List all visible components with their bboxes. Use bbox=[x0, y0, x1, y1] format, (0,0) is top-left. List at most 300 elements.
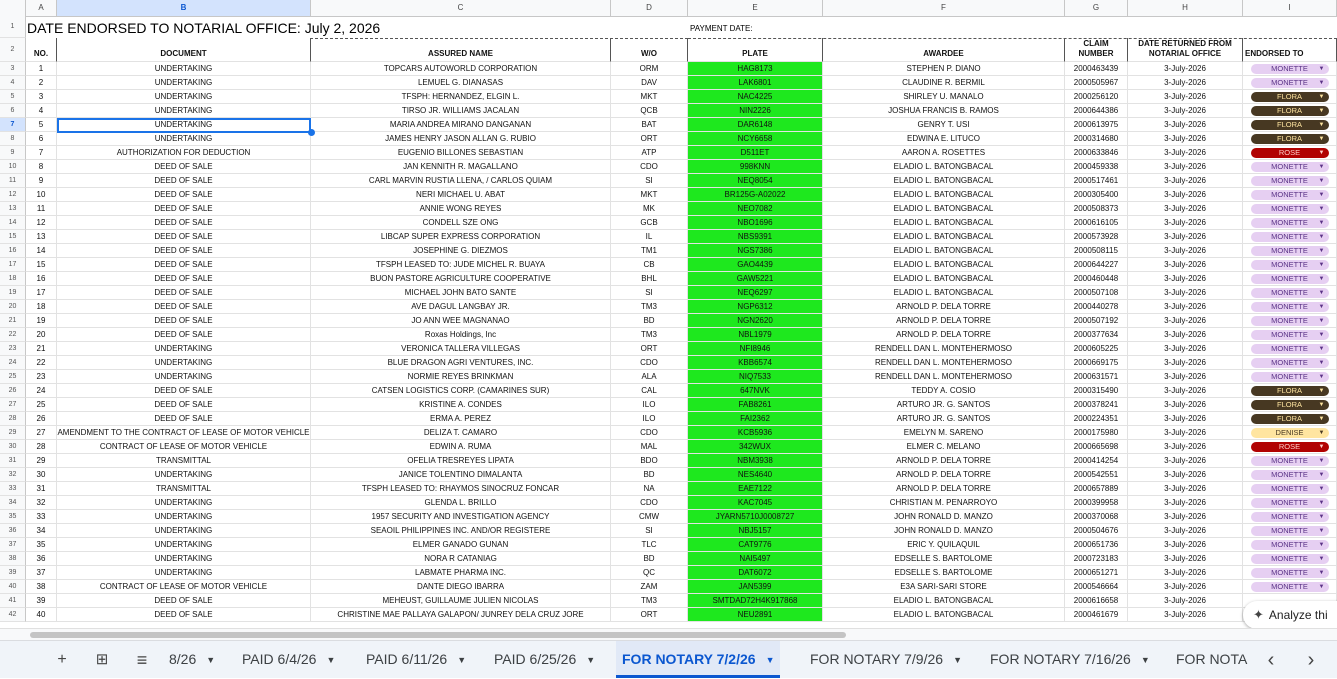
cell-date-returned[interactable]: 3-July-2026 bbox=[1128, 552, 1243, 566]
row-header[interactable]: 33 bbox=[0, 482, 26, 496]
column-header-g[interactable]: G bbox=[1065, 0, 1128, 16]
cell-claim-number[interactable]: 2000613975 bbox=[1065, 118, 1128, 132]
cell-claim-number[interactable]: 2000459338 bbox=[1065, 160, 1128, 174]
cell-date-returned[interactable]: 3-July-2026 bbox=[1128, 524, 1243, 538]
cell-wo[interactable]: CB bbox=[611, 258, 688, 272]
endorsed-to-dropdown-chip[interactable] bbox=[1251, 120, 1329, 130]
cell-claim-number[interactable]: 2000657889 bbox=[1065, 482, 1128, 496]
cell-claim-number[interactable]: 2000573928 bbox=[1065, 230, 1128, 244]
cell-date-returned[interactable]: 3-July-2026 bbox=[1128, 566, 1243, 580]
endorsed-to-dropdown-chip[interactable] bbox=[1251, 400, 1329, 410]
cell-plate[interactable]: NBS9391 bbox=[688, 230, 823, 244]
cell-no[interactable]: 6 bbox=[26, 132, 57, 146]
cell-awardee[interactable]: ELADIO L. BATONGBACAL bbox=[823, 160, 1065, 174]
cell-endorsed-to[interactable] bbox=[1243, 524, 1337, 538]
cell-claim-number[interactable]: 2000414254 bbox=[1065, 454, 1128, 468]
cell-plate[interactable]: NAC4225 bbox=[688, 90, 823, 104]
endorsed-to-dropdown-chip[interactable] bbox=[1251, 512, 1329, 522]
row-header[interactable]: 2 bbox=[0, 38, 26, 62]
cell-endorsed-to[interactable] bbox=[1243, 342, 1337, 356]
cell-assured-name[interactable]: LIBCAP SUPER EXPRESS CORPORATION bbox=[311, 230, 611, 244]
column-header-i[interactable]: I bbox=[1243, 0, 1337, 16]
cell-document[interactable]: UNDERTAKING bbox=[57, 370, 311, 384]
cell-no[interactable]: 20 bbox=[26, 328, 57, 342]
cell-document[interactable]: UNDERTAKING bbox=[57, 510, 311, 524]
cell-no[interactable]: 18 bbox=[26, 300, 57, 314]
cell-no[interactable]: 24 bbox=[26, 384, 57, 398]
cell-claim-number[interactable]: 2000224351 bbox=[1065, 412, 1128, 426]
cell-awardee[interactable]: ARNOLD P. DELA TORRE bbox=[823, 482, 1065, 496]
cell-plate[interactable]: NAI5497 bbox=[688, 552, 823, 566]
cell-awardee[interactable]: STEPHEN P. DIANO bbox=[823, 62, 1065, 76]
cell-date-returned[interactable]: 3-July-2026 bbox=[1128, 510, 1243, 524]
cell-no[interactable]: 8 bbox=[26, 160, 57, 174]
endorsed-to-dropdown-chip[interactable] bbox=[1251, 372, 1329, 382]
cell-endorsed-to[interactable] bbox=[1243, 258, 1337, 272]
cell-claim-number[interactable]: 2000508115 bbox=[1065, 244, 1128, 258]
cell-endorsed-to[interactable] bbox=[1243, 440, 1337, 454]
cell-date-returned[interactable]: 3-July-2026 bbox=[1128, 440, 1243, 454]
cell-wo[interactable]: TM3 bbox=[611, 328, 688, 342]
tab-dropdown-icon[interactable]: ▼ bbox=[765, 655, 775, 665]
cell-claim-number[interactable]: 2000644227 bbox=[1065, 258, 1128, 272]
cell-date-returned[interactable]: 3-July-2026 bbox=[1128, 258, 1243, 272]
cell-date-returned[interactable]: 3-July-2026 bbox=[1128, 370, 1243, 384]
endorsed-to-dropdown-chip[interactable] bbox=[1251, 134, 1329, 144]
cell-document[interactable]: UNDERTAKING bbox=[57, 552, 311, 566]
cell-date-returned[interactable]: 3-July-2026 bbox=[1128, 468, 1243, 482]
cell-document[interactable]: UNDERTAKING bbox=[57, 62, 311, 76]
cell-endorsed-to[interactable] bbox=[1243, 356, 1337, 370]
endorsed-to-dropdown-chip[interactable] bbox=[1251, 106, 1329, 116]
row-header[interactable]: 6 bbox=[0, 104, 26, 118]
tab-dropdown-icon[interactable]: ▼ bbox=[206, 655, 216, 665]
cell-awardee[interactable]: ELADIO L. BATONGBACAL bbox=[823, 174, 1065, 188]
cell-plate[interactable]: D511ET bbox=[688, 146, 823, 160]
cell-endorsed-to[interactable] bbox=[1243, 90, 1337, 104]
cell-claim-number[interactable]: 2000644386 bbox=[1065, 104, 1128, 118]
cell-date-returned[interactable]: 3-July-2026 bbox=[1128, 356, 1243, 370]
endorsed-to-dropdown-chip[interactable] bbox=[1251, 330, 1329, 340]
cell-document[interactable]: UNDERTAKING bbox=[57, 496, 311, 510]
cell-wo[interactable]: TLC bbox=[611, 538, 688, 552]
cell-document[interactable]: UNDERTAKING bbox=[57, 566, 311, 580]
endorsed-to-dropdown-chip[interactable] bbox=[1251, 316, 1329, 326]
cell-document[interactable]: UNDERTAKING bbox=[57, 342, 311, 356]
cell-endorsed-to[interactable] bbox=[1243, 286, 1337, 300]
endorsed-to-dropdown-chip[interactable] bbox=[1251, 428, 1329, 438]
cell-endorsed-to[interactable] bbox=[1243, 412, 1337, 426]
cell-claim-number[interactable]: 2000605225 bbox=[1065, 342, 1128, 356]
cell-assured-name[interactable]: AVE DAGUL LANGBAY JR. bbox=[311, 300, 611, 314]
cell-plate[interactable]: NBO1696 bbox=[688, 216, 823, 230]
cell-document[interactable]: DEED OF SALE bbox=[57, 594, 311, 608]
cell-awardee[interactable]: CLAUDINE R. BERMIL bbox=[823, 76, 1065, 90]
cell-no[interactable]: 10 bbox=[26, 188, 57, 202]
row-header[interactable]: 24 bbox=[0, 356, 26, 370]
cell-awardee[interactable]: ARTURO JR. G. SANTOS bbox=[823, 398, 1065, 412]
cell-no[interactable]: 7 bbox=[26, 146, 57, 160]
cell-document[interactable]: AMENDMENT TO THE CONTRACT OF LEASE OF MOTOR VEHICLE bbox=[57, 426, 311, 440]
cell-wo[interactable]: CDO bbox=[611, 356, 688, 370]
cell-wo[interactable]: CDO bbox=[611, 426, 688, 440]
row-header[interactable]: 25 bbox=[0, 370, 26, 384]
row-header[interactable]: 38 bbox=[0, 552, 26, 566]
cell-no[interactable]: 12 bbox=[26, 216, 57, 230]
cell-awardee[interactable]: EMELYN M. SARENO bbox=[823, 426, 1065, 440]
cell-plate[interactable]: NGS7386 bbox=[688, 244, 823, 258]
endorsed-to-dropdown-chip[interactable] bbox=[1251, 526, 1329, 536]
cell-awardee[interactable]: E3A SARI-SARI STORE bbox=[823, 580, 1065, 594]
cell-wo[interactable]: CDO bbox=[611, 496, 688, 510]
cell-date-returned[interactable]: 3-July-2026 bbox=[1128, 188, 1243, 202]
cell-date-returned[interactable]: 3-July-2026 bbox=[1128, 412, 1243, 426]
cell-date-returned[interactable]: 3-July-2026 bbox=[1128, 384, 1243, 398]
cell-assured-name[interactable]: TIRSO JR. WILLIAMS JACALAN bbox=[311, 104, 611, 118]
header-cell-no[interactable] bbox=[26, 38, 57, 62]
cell-claim-number[interactable]: 2000665698 bbox=[1065, 440, 1128, 454]
cell-assured-name[interactable]: TOPCARS AUTOWORLD CORPORATION bbox=[311, 62, 611, 76]
cell-date-returned[interactable]: 3-July-2026 bbox=[1128, 454, 1243, 468]
cell-wo[interactable]: ORM bbox=[611, 62, 688, 76]
cell-awardee[interactable]: ARNOLD P. DELA TORRE bbox=[823, 314, 1065, 328]
row-header[interactable]: 18 bbox=[0, 272, 26, 286]
cell-wo[interactable]: IL bbox=[611, 230, 688, 244]
cell-wo[interactable]: MAL bbox=[611, 440, 688, 454]
cell-no[interactable]: 22 bbox=[26, 356, 57, 370]
cell-assured-name[interactable]: EDWIN A. RUMA bbox=[311, 440, 611, 454]
endorsed-to-dropdown-chip[interactable] bbox=[1251, 498, 1329, 508]
scroll-tabs-right-button[interactable]: › bbox=[1307, 649, 1315, 671]
cell-wo[interactable]: BD bbox=[611, 468, 688, 482]
cell-wo[interactable]: ALA bbox=[611, 370, 688, 384]
cell-assured-name[interactable]: MEHEUST, GUILLAUME JULIEN NICOLAS bbox=[311, 594, 611, 608]
endorsed-to-dropdown-chip[interactable] bbox=[1251, 386, 1329, 396]
row-header[interactable]: 10 bbox=[0, 160, 26, 174]
cell-claim-number[interactable]: 2000616658 bbox=[1065, 594, 1128, 608]
cell-wo[interactable]: DAV bbox=[611, 76, 688, 90]
cell-endorsed-to[interactable] bbox=[1243, 482, 1337, 496]
sheet-tab[interactable] bbox=[1170, 641, 1253, 678]
cell-claim-number[interactable]: 2000723183 bbox=[1065, 552, 1128, 566]
cell-date-returned[interactable]: 3-July-2026 bbox=[1128, 146, 1243, 160]
cell-assured-name[interactable]: NERI MICHAEL U. ABAT bbox=[311, 188, 611, 202]
row-header[interactable]: 7 bbox=[0, 118, 26, 132]
cell-claim-number[interactable]: 2000377634 bbox=[1065, 328, 1128, 342]
cell-claim-number[interactable]: 2000460448 bbox=[1065, 272, 1128, 286]
cell-no[interactable]: 16 bbox=[26, 272, 57, 286]
cell-plate[interactable]: GAW5221 bbox=[688, 272, 823, 286]
cell-endorsed-to[interactable] bbox=[1243, 216, 1337, 230]
cell-awardee[interactable]: ELMER C. MELANO bbox=[823, 440, 1065, 454]
cell-date-returned[interactable]: 3-July-2026 bbox=[1128, 202, 1243, 216]
cell-assured-name[interactable]: JANICE TOLENTINO DIMALANTA bbox=[311, 468, 611, 482]
cell-no[interactable]: 19 bbox=[26, 314, 57, 328]
cell-wo[interactable]: QCB bbox=[611, 104, 688, 118]
cell-awardee[interactable]: ELADIO L. BATONGBACAL bbox=[823, 286, 1065, 300]
cell-date-returned[interactable]: 3-July-2026 bbox=[1128, 426, 1243, 440]
tab-dropdown-icon[interactable]: ▼ bbox=[1140, 655, 1150, 665]
cell-no[interactable]: 29 bbox=[26, 454, 57, 468]
cell-awardee[interactable]: RENDELL DAN L. MONTEHERMOSO bbox=[823, 370, 1065, 384]
cell-plate[interactable]: NGP6312 bbox=[688, 300, 823, 314]
cell-plate[interactable]: JYARN5710J0008727 bbox=[688, 510, 823, 524]
cell-no[interactable]: 25 bbox=[26, 398, 57, 412]
endorsed-to-dropdown-chip[interactable] bbox=[1251, 442, 1329, 452]
cell-endorsed-to[interactable] bbox=[1243, 230, 1337, 244]
cell-plate[interactable]: NFI8946 bbox=[688, 342, 823, 356]
cell-document[interactable]: DEED OF SALE bbox=[57, 258, 311, 272]
cell-plate[interactable]: LAK6801 bbox=[688, 76, 823, 90]
cell-no[interactable]: 40 bbox=[26, 608, 57, 622]
cell-no[interactable]: 17 bbox=[26, 286, 57, 300]
endorsed-to-dropdown-chip[interactable] bbox=[1251, 554, 1329, 564]
cell-plate[interactable]: NEO7082 bbox=[688, 202, 823, 216]
cell-no[interactable]: 2 bbox=[26, 76, 57, 90]
scroll-tabs-left-button[interactable]: ‹ bbox=[1267, 649, 1275, 671]
row-header[interactable]: 29 bbox=[0, 426, 26, 440]
cell-awardee[interactable]: ELADIO L. BATONGBACAL bbox=[823, 594, 1065, 608]
cell-document[interactable]: DEED OF SALE bbox=[57, 384, 311, 398]
row-header[interactable]: 26 bbox=[0, 384, 26, 398]
endorsed-to-dropdown-chip[interactable] bbox=[1251, 582, 1329, 592]
column-header-b[interactable]: B bbox=[57, 0, 311, 16]
cell-endorsed-to[interactable] bbox=[1243, 510, 1337, 524]
cell-no[interactable]: 36 bbox=[26, 552, 57, 566]
cell-no[interactable]: 3 bbox=[26, 90, 57, 104]
cell-claim-number[interactable]: 2000315490 bbox=[1065, 384, 1128, 398]
header-cell-document[interactable] bbox=[57, 38, 311, 62]
row-header[interactable]: 30 bbox=[0, 440, 26, 454]
cell-document[interactable]: DEED OF SALE bbox=[57, 216, 311, 230]
cell-date-returned[interactable]: 3-July-2026 bbox=[1128, 314, 1243, 328]
endorsed-to-dropdown-chip[interactable] bbox=[1251, 484, 1329, 494]
cell-endorsed-to[interactable] bbox=[1243, 272, 1337, 286]
cell-wo[interactable]: TM1 bbox=[611, 244, 688, 258]
cell-assured-name[interactable]: GLENDA L. BRILLO bbox=[311, 496, 611, 510]
cell-endorsed-to[interactable] bbox=[1243, 132, 1337, 146]
cell-document[interactable]: DEED OF SALE bbox=[57, 300, 311, 314]
cell-awardee[interactable]: SHIRLEY U. MANALO bbox=[823, 90, 1065, 104]
row-header[interactable]: 28 bbox=[0, 412, 26, 426]
cell-wo[interactable]: BDO bbox=[611, 454, 688, 468]
cell-plate[interactable]: KBB6574 bbox=[688, 356, 823, 370]
cell-claim-number[interactable]: 2000507192 bbox=[1065, 314, 1128, 328]
cell-date-returned[interactable]: 3-July-2026 bbox=[1128, 90, 1243, 104]
cell-awardee[interactable]: ELADIO L. BATONGBACAL bbox=[823, 230, 1065, 244]
cell-claim-number[interactable]: 2000399958 bbox=[1065, 496, 1128, 510]
cell-endorsed-to[interactable] bbox=[1243, 76, 1337, 90]
cell-endorsed-to[interactable] bbox=[1243, 398, 1337, 412]
scrollbar-thumb[interactable] bbox=[30, 632, 846, 638]
cell-claim-number[interactable]: 2000305400 bbox=[1065, 188, 1128, 202]
sheet-tab[interactable] bbox=[804, 641, 968, 678]
cell-assured-name[interactable]: TFSPH LEASED TO: RHAYMOS SINOCRUZ FONCAR bbox=[311, 482, 611, 496]
cell-endorsed-to[interactable] bbox=[1243, 454, 1337, 468]
cell-claim-number[interactable]: 2000463439 bbox=[1065, 62, 1128, 76]
sheet-tab[interactable] bbox=[360, 641, 472, 678]
cell-wo[interactable]: ORT bbox=[611, 342, 688, 356]
cell-no[interactable]: 21 bbox=[26, 342, 57, 356]
cell-date-returned[interactable]: 3-July-2026 bbox=[1128, 496, 1243, 510]
cell-assured-name[interactable]: LEMUEL G. DIANASAS bbox=[311, 76, 611, 90]
column-header-a[interactable]: A bbox=[26, 0, 57, 16]
cell-assured-name[interactable]: NORMIE REYES BRINKMAN bbox=[311, 370, 611, 384]
cell-assured-name[interactable]: ERMA A. PEREZ bbox=[311, 412, 611, 426]
cell-awardee[interactable]: JOHN RONALD D. MANZO bbox=[823, 510, 1065, 524]
cell-document[interactable]: DEED OF SALE bbox=[57, 286, 311, 300]
cell-endorsed-to[interactable] bbox=[1243, 580, 1337, 594]
cell-claim-number[interactable]: 2000314680 bbox=[1065, 132, 1128, 146]
cell-plate[interactable]: DAT6072 bbox=[688, 566, 823, 580]
cell-endorsed-to[interactable] bbox=[1243, 370, 1337, 384]
endorsed-to-dropdown-chip[interactable] bbox=[1251, 288, 1329, 298]
endorsed-to-dropdown-chip[interactable] bbox=[1251, 344, 1329, 354]
cell-wo[interactable]: TM3 bbox=[611, 300, 688, 314]
cell-wo[interactable]: MK bbox=[611, 202, 688, 216]
cell-wo[interactable]: ORT bbox=[611, 132, 688, 146]
cell-document[interactable]: DEED OF SALE bbox=[57, 608, 311, 622]
cell-endorsed-to[interactable] bbox=[1243, 188, 1337, 202]
row-header[interactable]: 36 bbox=[0, 524, 26, 538]
cell-awardee[interactable]: ARNOLD P. DELA TORRE bbox=[823, 300, 1065, 314]
cell-date-returned[interactable]: 3-July-2026 bbox=[1128, 328, 1243, 342]
cell-document[interactable]: DEED OF SALE bbox=[57, 174, 311, 188]
cell-claim-number[interactable]: 2000631571 bbox=[1065, 370, 1128, 384]
cell-plate[interactable]: NES4640 bbox=[688, 468, 823, 482]
cell-endorsed-to[interactable] bbox=[1243, 538, 1337, 552]
cell-awardee[interactable]: ARTURO JR. G. SANTOS bbox=[823, 412, 1065, 426]
cell-wo[interactable]: BAT bbox=[611, 118, 688, 132]
cell-date-returned[interactable]: 3-July-2026 bbox=[1128, 104, 1243, 118]
cell-assured-name[interactable]: VERONICA TALLERA VILLEGAS bbox=[311, 342, 611, 356]
cell-awardee[interactable]: EDWINA E. LITUCO bbox=[823, 132, 1065, 146]
cell-wo[interactable]: TM3 bbox=[611, 594, 688, 608]
cell-assured-name[interactable]: JAN KENNITH R. MAGALLANO bbox=[311, 160, 611, 174]
cell-plate[interactable]: FAB8261 bbox=[688, 398, 823, 412]
cell-assured-name[interactable]: JAMES HENRY JASON ALLAN G. RUBIO bbox=[311, 132, 611, 146]
cell-assured-name[interactable]: NORA R CATANIAG bbox=[311, 552, 611, 566]
cell-document[interactable]: UNDERTAKING bbox=[57, 118, 311, 132]
cell-plate[interactable]: NCY6658 bbox=[688, 132, 823, 146]
cell-date-returned[interactable]: 3-July-2026 bbox=[1128, 272, 1243, 286]
cell-date-returned[interactable]: 3-July-2026 bbox=[1128, 132, 1243, 146]
cell-awardee[interactable]: ELADIO L. BATONGBACAL bbox=[823, 272, 1065, 286]
cell-endorsed-to[interactable] bbox=[1243, 552, 1337, 566]
cell-plate[interactable]: 998KNN bbox=[688, 160, 823, 174]
cell-assured-name[interactable]: SEAOIL PHILIPPINES INC. AND/OR REGISTERE bbox=[311, 524, 611, 538]
cell-plate[interactable]: JAN5399 bbox=[688, 580, 823, 594]
cell-no[interactable]: 9 bbox=[26, 174, 57, 188]
add-sheet-button[interactable]: + bbox=[57, 651, 67, 668]
cell-no[interactable]: 37 bbox=[26, 566, 57, 580]
cell-no[interactable]: 32 bbox=[26, 496, 57, 510]
cell-awardee[interactable]: RENDELL DAN L. MONTEHERMOSO bbox=[823, 356, 1065, 370]
fill-handle[interactable] bbox=[308, 129, 315, 136]
cell-no[interactable]: 1 bbox=[26, 62, 57, 76]
cell-claim-number[interactable]: 2000507108 bbox=[1065, 286, 1128, 300]
cell-endorsed-to[interactable] bbox=[1243, 426, 1337, 440]
cell-awardee[interactable]: ARNOLD P. DELA TORRE bbox=[823, 468, 1065, 482]
cell-claim-number[interactable]: 2000651271 bbox=[1065, 566, 1128, 580]
cell-date-returned[interactable]: 3-July-2026 bbox=[1128, 594, 1243, 608]
cell-no[interactable]: 34 bbox=[26, 524, 57, 538]
cell-plate[interactable]: NEU2891 bbox=[688, 608, 823, 622]
row-header[interactable]: 14 bbox=[0, 216, 26, 230]
endorsed-to-dropdown-chip[interactable] bbox=[1251, 540, 1329, 550]
cell-no[interactable]: 26 bbox=[26, 412, 57, 426]
column-header-f[interactable]: F bbox=[823, 0, 1065, 16]
column-header-e[interactable]: E bbox=[688, 0, 823, 16]
endorsed-to-dropdown-chip[interactable] bbox=[1251, 302, 1329, 312]
cell-no[interactable]: 15 bbox=[26, 258, 57, 272]
cell-document[interactable]: UNDERTAKING bbox=[57, 468, 311, 482]
column-header-c[interactable]: C bbox=[311, 0, 611, 16]
row-header[interactable]: 19 bbox=[0, 286, 26, 300]
endorsed-to-dropdown-chip[interactable] bbox=[1251, 64, 1329, 74]
cell-endorsed-to[interactable] bbox=[1243, 146, 1337, 160]
tab-dropdown-icon[interactable]: ▼ bbox=[953, 655, 962, 665]
cell-assured-name[interactable]: ANNIE WONG REYES bbox=[311, 202, 611, 216]
cell-awardee[interactable]: ELADIO L. BATONGBACAL bbox=[823, 258, 1065, 272]
cell-plate[interactable]: KCB5936 bbox=[688, 426, 823, 440]
cell-wo[interactable]: GCB bbox=[611, 216, 688, 230]
cell-assured-name[interactable]: TFSPH LEASED TO: JUDE MICHEL R. BUAYA bbox=[311, 258, 611, 272]
cell-document[interactable]: DEED OF SALE bbox=[57, 272, 311, 286]
cell-no[interactable]: 4 bbox=[26, 104, 57, 118]
cell-plate[interactable]: NBJ5157 bbox=[688, 524, 823, 538]
tab-dropdown-icon[interactable]: ▼ bbox=[457, 655, 467, 665]
cell-wo[interactable]: SI bbox=[611, 174, 688, 188]
cell-awardee[interactable]: EDSELLE S. BARTOLOME bbox=[823, 552, 1065, 566]
endorsed-to-dropdown-chip[interactable] bbox=[1251, 274, 1329, 284]
cell-assured-name[interactable]: Roxas Holdings, Inc bbox=[311, 328, 611, 342]
row-header[interactable]: 23 bbox=[0, 342, 26, 356]
cell-wo[interactable]: BD bbox=[611, 552, 688, 566]
cell-plate[interactable]: GAO4439 bbox=[688, 258, 823, 272]
sheet-tab[interactable] bbox=[488, 641, 601, 678]
cell-plate[interactable]: NGN2620 bbox=[688, 314, 823, 328]
cell-date-returned[interactable]: 3-July-2026 bbox=[1128, 342, 1243, 356]
cell-document[interactable]: DEED OF SALE bbox=[57, 244, 311, 258]
cell-endorsed-to[interactable] bbox=[1243, 244, 1337, 258]
cell-assured-name[interactable]: DELIZA T. CAMARO bbox=[311, 426, 611, 440]
cell-endorsed-to[interactable] bbox=[1243, 160, 1337, 174]
cell-assured-name[interactable]: BLUE DRAGON AGRI VENTURES, INC. bbox=[311, 356, 611, 370]
cell-assured-name[interactable]: MARIA ANDREA MIRANO DANGANAN bbox=[311, 118, 611, 132]
cell-assured-name[interactable]: JOSEPHINE G. DIEZMOS bbox=[311, 244, 611, 258]
row-header[interactable]: 5 bbox=[0, 90, 26, 104]
cell-plate[interactable]: FAI2362 bbox=[688, 412, 823, 426]
cell-no[interactable]: 30 bbox=[26, 468, 57, 482]
cell-awardee[interactable]: ARNOLD P. DELA TORRE bbox=[823, 328, 1065, 342]
cell-endorsed-to[interactable] bbox=[1243, 62, 1337, 76]
cell-no[interactable]: 35 bbox=[26, 538, 57, 552]
cell-date-returned[interactable]: 3-July-2026 bbox=[1128, 608, 1243, 622]
cell-document[interactable]: UNDERTAKING bbox=[57, 524, 311, 538]
cell-claim-number[interactable]: 2000633846 bbox=[1065, 146, 1128, 160]
cell-date-returned[interactable]: 3-July-2026 bbox=[1128, 118, 1243, 132]
cell-assured-name[interactable]: CONDELL SZE ONG bbox=[311, 216, 611, 230]
payment-date-label[interactable]: PAYMENT DATE: bbox=[690, 24, 753, 33]
cell-no[interactable]: 39 bbox=[26, 594, 57, 608]
all-sheets-icon[interactable]: ⊞ bbox=[95, 651, 109, 668]
cell-no[interactable]: 13 bbox=[26, 230, 57, 244]
cell-awardee[interactable]: RENDELL DAN L. MONTEHERMOSO bbox=[823, 342, 1065, 356]
cell-awardee[interactable]: JOSHUA FRANCIS B. RAMOS bbox=[823, 104, 1065, 118]
cell-assured-name[interactable]: KRISTINE A. CONDES bbox=[311, 398, 611, 412]
sheet-menu-button[interactable]: ≡ bbox=[136, 650, 148, 670]
